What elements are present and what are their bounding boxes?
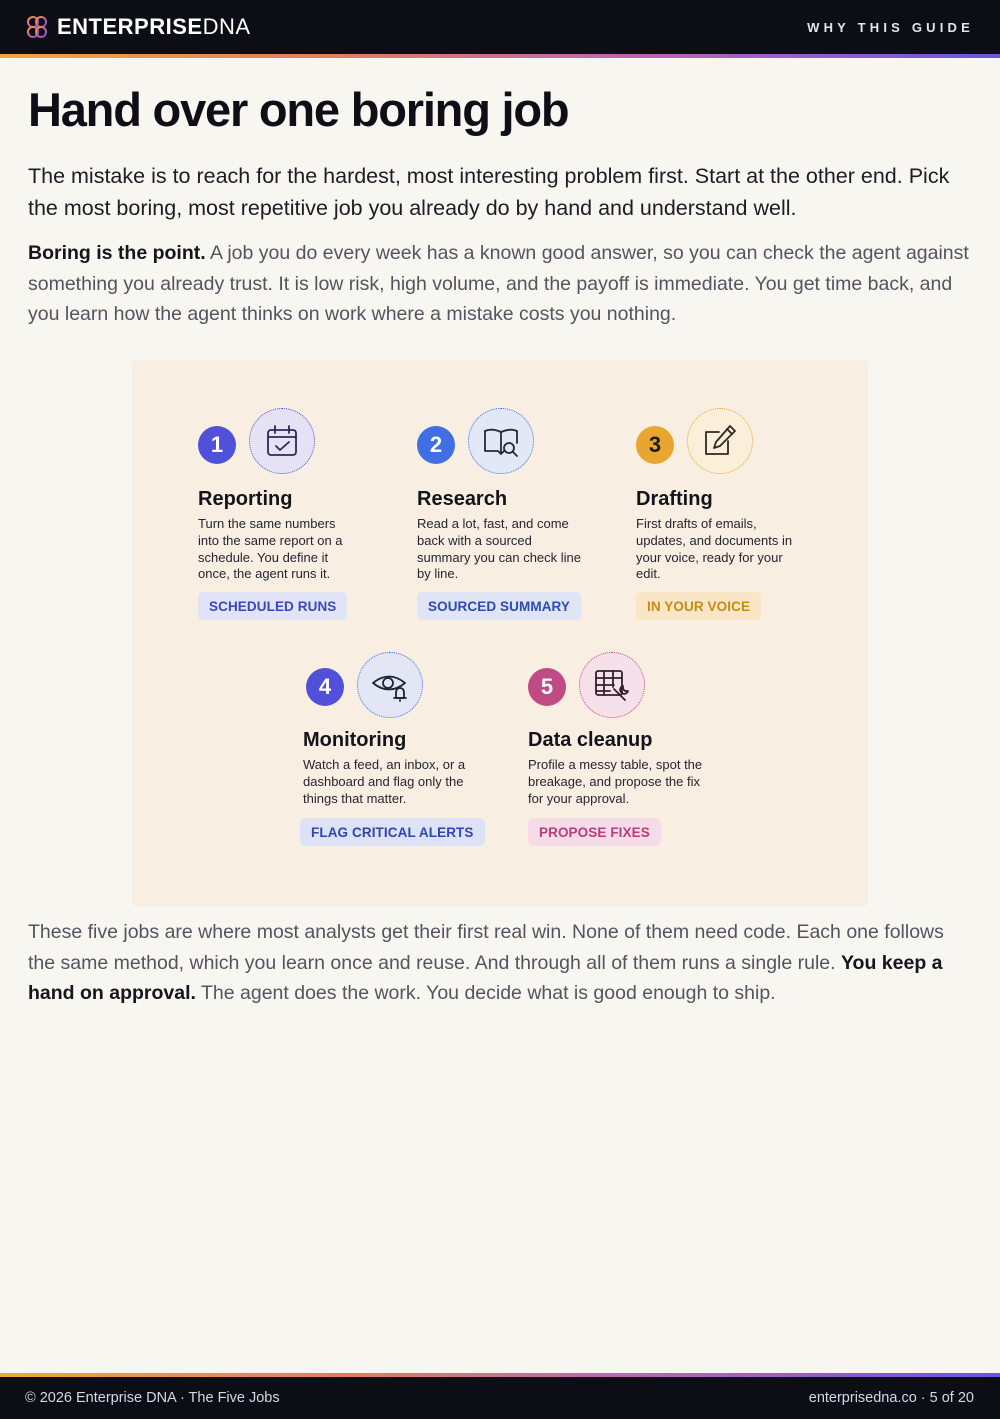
- job-description: Profile a messy table, spot the breakage, and propose the fix for your approval.: [528, 757, 703, 806]
- page-header: [0, 0, 1000, 54]
- eye-alert-icon: [357, 652, 423, 718]
- section-label: WHY THIS GUIDE: [807, 19, 974, 35]
- lead-paragraph: The mistake is to reach for the hardest, most interesting problem first. Start at the other end. Pick the most boring, most repetitive job you already do by hand and understand well.: [28, 164, 950, 220]
- job-description: First drafts of emails, updates, and documents in your voice, ready for your edit.: [636, 516, 793, 582]
- job-title: Data cleanup: [528, 729, 653, 751]
- brand-name-strong: ENTERPRISE: [57, 14, 203, 39]
- job-tag: SCHEDULED RUNS: [198, 592, 347, 620]
- footer-site-page[interactable]: enterprisedna.co · 5 of 20: [808, 1390, 974, 1406]
- job-description: Watch a feed, an inbox, or a dashboard and flag only the things that matter.: [303, 757, 466, 806]
- enterprise-dna-logo-icon: [24, 14, 50, 40]
- job-number: 5: [528, 668, 566, 706]
- five-jobs-figure: [132, 360, 868, 906]
- table-wrench-icon: [579, 652, 645, 718]
- page-footer: [0, 1377, 1000, 1419]
- job-title: Drafting: [636, 488, 713, 510]
- job-number: 2: [417, 426, 455, 464]
- job-title: Research: [417, 488, 508, 510]
- page-title: Hand over one boring job: [28, 83, 569, 136]
- footer-copyright: © 2026 Enterprise DNA · The Five Jobs: [25, 1390, 280, 1406]
- closing-bold: You keep a hand on approval.: [28, 951, 943, 1004]
- brand-name-light: DNA: [202, 14, 251, 39]
- closing-text-before: These five jobs are where most analysts get their first real win. None of them need code. Each one follows the same method, which you learn once and reuse. And through all of them runs a single rule.: [28, 921, 944, 974]
- edit-document-icon: [687, 408, 753, 474]
- job-tag: FLAG CRITICAL ALERTS: [300, 818, 485, 846]
- brand[interactable]: [24, 14, 251, 40]
- intro-text: A job you do every week has a known good answer, so you can check the agent against something you already trust. It is low risk, high volume, and the payoff is immediate. You get time back, and you learn how the agent thinks on work where a mistake costs you nothing.: [28, 242, 969, 325]
- closing-paragraph: [28, 917, 968, 1009]
- job-number: 4: [306, 668, 344, 706]
- job-number: 1: [198, 426, 236, 464]
- job-title: Reporting: [198, 488, 293, 510]
- intro-bold: Boring is the point.: [28, 242, 206, 264]
- brand-name: [57, 14, 251, 40]
- job-tag: SOURCED SUMMARY: [417, 592, 581, 620]
- job-title: Monitoring: [303, 729, 407, 751]
- job-number: 3: [636, 426, 674, 464]
- job-description: Read a lot, fast, and come back with a sourced summary you can check line by line.: [417, 516, 582, 582]
- book-search-icon: [468, 408, 534, 474]
- closing-text-after: The agent does the work. You decide what is good enough to ship.: [195, 982, 776, 1004]
- calendar-check-icon: [249, 408, 315, 474]
- job-tag: IN YOUR VOICE: [636, 592, 761, 620]
- header-accent-bar: [0, 54, 1000, 58]
- intro-paragraph: [28, 238, 974, 330]
- main-content: [28, 82, 974, 330]
- job-description: Turn the same numbers into the same report on a schedule. You define it once, the agent runs it.: [198, 516, 343, 582]
- job-tag: PROPOSE FIXES: [528, 818, 661, 846]
